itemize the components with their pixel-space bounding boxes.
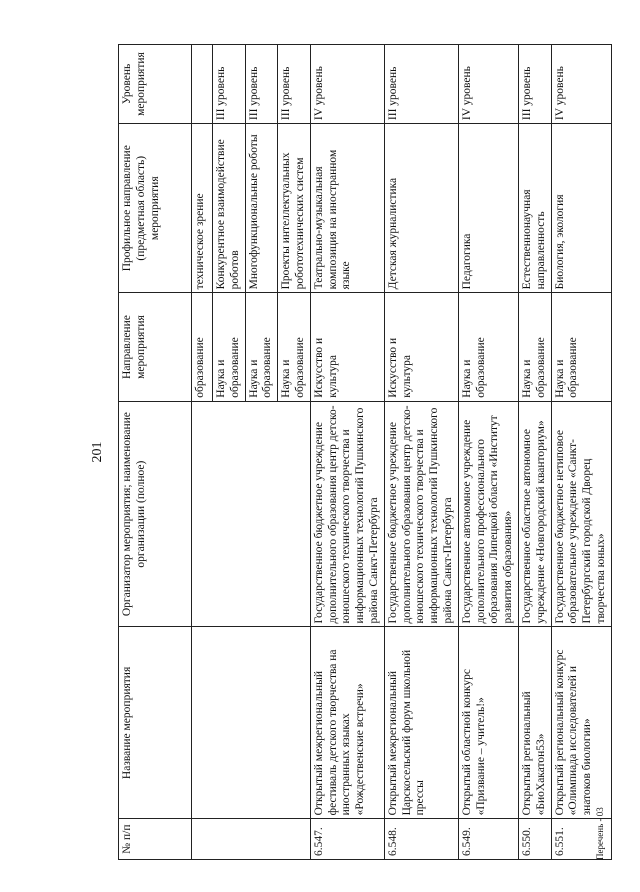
cell-num: 6.549. [458, 819, 518, 860]
table-row [551, 45, 611, 860]
cell-organizer: Государственное бюджетное учреждение дополнительного образования центр детско-юношеского технического творчества и информационных технологий Пушкинского района Санкт-Петербурга [384, 401, 458, 627]
cell-num: 6.548. [384, 819, 458, 860]
cell-organizer: Государственное бюджетное учреждение дополнительного образования центр детско-юношеского технического творчества и информационных технологий Пушкинского района Санкт-Петербурга [310, 401, 384, 627]
cell-level: III уровень [518, 45, 551, 124]
cell-direction: Наука и образование [245, 293, 278, 401]
header-name: Название мероприятия [119, 627, 192, 819]
cell-profile: Естественнонаучная направленность [518, 124, 551, 293]
cell-profile: Биология, экология [551, 124, 611, 293]
cell-direction: Наука и образование [213, 293, 246, 401]
cell-level: III уровень [245, 45, 278, 124]
cell-profile: Многофункциональные роботы [245, 124, 278, 293]
cell-profile: техническое зрение [192, 124, 213, 293]
cell-level: III уровень [213, 45, 246, 124]
footer-note: Перечень - 03 [595, 807, 605, 860]
header-level: Уровень мероприятия [119, 45, 192, 124]
header-profile: Профильное направление (предметная область) мероприятия [119, 124, 192, 293]
cell-direction: Искусство и культура [384, 293, 458, 401]
cell-level: IV уровень [458, 45, 518, 124]
cell-level: III уровень [384, 45, 458, 124]
header-organizer: Организатор мероприятия; наименование организации (полное) [119, 401, 192, 627]
cell-name: Открытый межрегиональный Царскосельский форум школьной прессы [384, 627, 458, 819]
cell-level: III уровень [278, 45, 311, 124]
cell-name [192, 627, 311, 819]
cell-num: 6.551. [551, 819, 611, 860]
cell-num [192, 819, 311, 860]
header-num: № п/п [119, 819, 192, 860]
cell-profile: Театрально-музыкальная композиция на иностранном языке [310, 124, 384, 293]
cell-name: Открытый региональный «БиоХакатон53» [518, 627, 551, 819]
cell-name: Открытый межрегиональный фестиваль детского творчества на иностранных языках «Рождественские встречи» [310, 627, 384, 819]
cell-name: Открытый региональный конкурс «Олимпиада исследователей и знатоков биологии» [551, 627, 611, 819]
cell-direction: Наука и образование [458, 293, 518, 401]
cell-profile: Проекты интеллектуальных робототехнических систем [278, 124, 311, 293]
table-row [458, 45, 518, 860]
cell-organizer: Государственное бюджетное нетиповое образовательное учреждение «Санкт-Петербургский городской Дворец творчества юных» [551, 401, 611, 627]
rotated-page [90, 44, 610, 860]
cell-num: 6.550. [518, 819, 551, 860]
cell-direction: Искусство и культура [310, 293, 384, 401]
table-row [518, 45, 551, 860]
cell-level [192, 45, 213, 124]
cell-direction: Наука и образование [551, 293, 611, 401]
cell-direction: Наука и образование [518, 293, 551, 401]
cell-organizer [192, 401, 311, 627]
page-number: 201 [90, 441, 105, 463]
table-row [310, 45, 384, 860]
cell-organizer: Государственное автономное учреждение дополнительного профессионального образования Липецкой области «Институт развития образования» [458, 401, 518, 627]
cell-name: Открытый областной конкурс «Призвание – учитель!» [458, 627, 518, 819]
cell-profile: Детская журналистика [384, 124, 458, 293]
cell-num: 6.547. [310, 819, 384, 860]
header-direction: Направление мероприятия [119, 293, 192, 401]
cell-level: IV уровень [310, 45, 384, 124]
cell-organizer: Государственное областное автономное учреждение «Новгородский кванториум» [518, 401, 551, 627]
cell-level: IV уровень [551, 45, 611, 124]
table-header-row [119, 45, 192, 860]
cell-direction: образование [192, 293, 213, 401]
events-table [118, 44, 612, 860]
cell-profile: Педагогика [458, 124, 518, 293]
cell-profile: Конкурентное взаимодействие роботов [213, 124, 246, 293]
table-row [384, 45, 458, 860]
continuation-row [192, 45, 213, 860]
cell-direction: Наука и образование [278, 293, 311, 401]
